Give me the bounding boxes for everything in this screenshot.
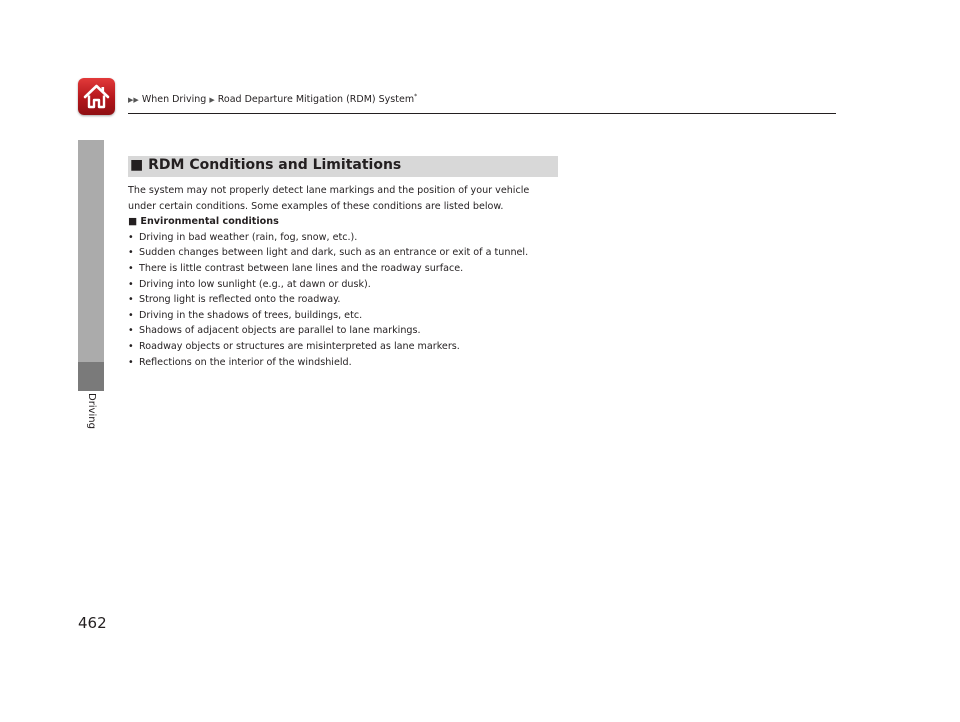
home-icon: [82, 82, 111, 111]
bullet-glyph: •: [128, 231, 134, 243]
section-content: [128, 183, 578, 370]
chapter-tab[interactable]: [78, 140, 104, 362]
section-header: [128, 156, 558, 177]
breadcrumb-item-rdm-system[interactable]: Road Departure Mitigation (RDM) System: [217, 94, 415, 106]
breadcrumb-item-when-driving[interactable]: When Driving: [141, 94, 207, 106]
conditions-list: [128, 230, 578, 370]
subsection-marker: ■: [128, 216, 138, 228]
bullet-glyph: •: [128, 340, 134, 352]
bullet-glyph: •: [128, 247, 134, 259]
list-item: • Driving in the shadows of trees, buildings, etc.: [128, 308, 578, 324]
breadcrumb-marker: ▶▶: [128, 96, 139, 105]
chapter-tab-active[interactable]: [78, 362, 104, 391]
list-item: • Sudden changes between light and dark, such as an entrance or exit of a tunnel.: [128, 245, 578, 261]
list-item: • Strong light is reflected onto the roadway.: [128, 292, 578, 308]
section-marker: ■: [130, 157, 144, 173]
home-button[interactable]: [78, 78, 115, 115]
bullet-glyph: •: [128, 356, 134, 368]
subsection-title-text: Environmental conditions: [140, 216, 279, 228]
list-item: • Driving in bad weather (rain, fog, snow, etc.).: [128, 230, 578, 246]
breadcrumb: [128, 93, 417, 105]
bullet-glyph: •: [128, 294, 134, 306]
chapter-label: Driving: [86, 393, 97, 429]
page-number: 462: [78, 614, 107, 632]
bullet-glyph: •: [128, 309, 134, 321]
breadcrumb-footnote: *: [414, 93, 418, 100]
list-item: • There is little contrast between lane lines and the roadway surface.: [128, 261, 578, 277]
section-title: [130, 157, 401, 173]
bullet-glyph: •: [128, 262, 134, 274]
header-rule: [128, 113, 836, 114]
subsection-title: [128, 214, 578, 230]
intro-line-1: The system may not properly detect lane markings and the position of your vehicle: [128, 185, 530, 196]
breadcrumb-separator: ▶: [209, 96, 215, 105]
bullet-glyph: •: [128, 325, 134, 337]
list-item: • Driving into low sunlight (e.g., at dawn or dusk).: [128, 277, 578, 293]
bullet-glyph: •: [128, 278, 134, 290]
intro-line-2: under certain conditions. Some examples of these conditions are listed below.: [128, 200, 504, 212]
list-item: • Reflections on the interior of the windshield.: [128, 355, 578, 371]
section-title-text: RDM Conditions and Limitations: [148, 157, 402, 173]
list-item: • Shadows of adjacent objects are parallel to lane markings.: [128, 323, 578, 339]
list-item: • Roadway objects or structures are misinterpreted as lane markers.: [128, 339, 578, 355]
